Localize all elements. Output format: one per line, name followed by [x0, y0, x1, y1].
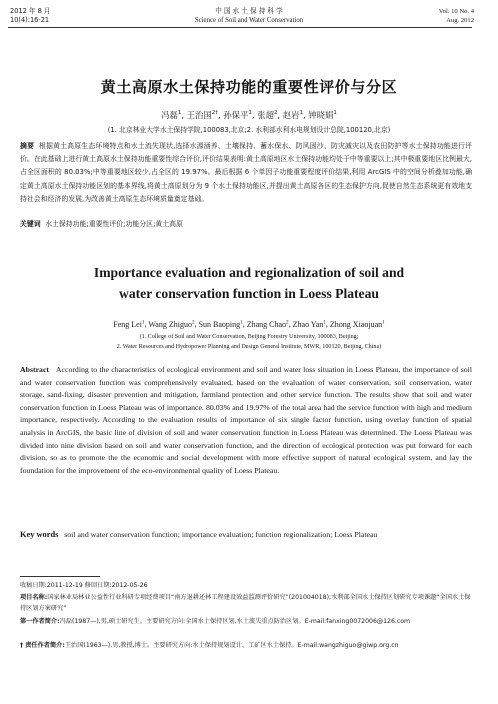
- header-journal-en: Science of Soil and Water Conservation: [194, 17, 304, 24]
- header-month-line: Aug. 2012: [446, 17, 474, 24]
- keywords-cn-text: 水土保持功能;重要性评价;功能分区;黄土高原: [45, 220, 183, 228]
- footnote-received: 收稿日期:2011-12-19 修回日期:2012-05-26: [20, 582, 148, 589]
- footnote-first-author: [20, 616, 476, 627]
- abstract-cn: [20, 140, 472, 206]
- header-volume-line: Vol. 10 No. 4: [438, 8, 474, 15]
- header-date-line: 2012 年 8 月: [10, 7, 51, 15]
- header-date: [10, 7, 50, 25]
- footnote-corresponding-label: † 责任作者简介:: [20, 642, 65, 649]
- keywords-en-label: Key words: [20, 530, 59, 539]
- abstract-cn-text: 根据黄土高原生态环境特点和水土流失现状,选择水源涵养、土壤保持、蓄水保水、防风固沙、防灾减灾以及农田防护等水土保持功能进行评价。在此基础上进行黄土高原水土保持功能重要性综合评价,评价结果表明:黄土高原地区水土保持功能均处于中等重要以上;其中极重要地区比例最大,占全区面积的 80.03%;中等重要地区较少,占全区的 19.97%。最后根据 6 个单因子功能重要程度评价结果,利用 ArcGIS 中的空间分析叠加功能,确定黄土高原水土保持功能区划的基本界线,将黄土高原划分为 9 个水土保持功能区,并提出黄土高原各区的生态保护方向,促使自然生态系统更有效地支持社会和经济的发展,为改善黄土高原生态环境质量奠定基础。: [20, 142, 473, 203]
- keywords-en-text: soil and water conservation function; importance evaluation; function regionalization; Loess Plateau: [64, 530, 378, 539]
- keywords-en: [20, 529, 472, 542]
- title-en: [0, 262, 498, 304]
- abstract-en-text: According to the characteristics of ecological environment and soil and water loss situation in Loess Plateau, the importance of soil and water conservation function was comprehensively evaluated, based on the evaluation of water conservation, soil conservation, water storage, sand-fixing, disaster prevention and mitigation, farmland protection and other service function. The results show that soil and water conservation function in Loess Plateau was of importance. 80.03% and 19.97% of the total area had the service function with high and medium importance, respectively. According to the evaluation results of importance of six single factor function, using overlay function of spatial analysis in ArcGIS, the basic line of division of soil and water conservation function in Loess Plateau was determined. The Loess Plateau was divided into nine division based on soil and water conservation function, and the direction of ecological protection was put forward for each division, so as to promote the the economic and social development with more effective support of natural ecological system, and lay the foundation for the improvement of the eco-environmental quality of Loess Plateau.: [20, 365, 472, 475]
- authors-cn: 冯磊$^1$, 王治国$^{2\dagger}$, 孙保平$^1$, 张超$^2$, 赵岩$^1$, 钟晓娟$^1$: [161, 110, 337, 120]
- abstract-en: [20, 364, 472, 477]
- author-en: Zhang Chao$^2$: [246, 319, 289, 329]
- author-cn: 孙保平$^1$: [223, 110, 252, 120]
- author-en: Zhao Yan$^1$: [292, 319, 326, 329]
- footnote-corresponding-text: 王治国(1963—),男,教授,博士。主要研究方向:水土保持规划设计、工矿区水土保持。E-mail:wangzhiguo@giwp.org.cn: [64, 642, 399, 649]
- affiliation-cn: (1. 北京林业大学水土保持学院,100083,北京;2. 水利部水利水电规划设计总院,100120,北京): [107, 126, 391, 134]
- keywords-cn-label: 关键词: [20, 220, 41, 228]
- header-journal: [120, 7, 378, 25]
- author-cn: 张超$^2$: [257, 110, 278, 120]
- abstract-cn-label: 摘要: [20, 142, 35, 150]
- title-en-line: water conservation function in Loess Plateau: [119, 286, 379, 301]
- authors-en: Feng Lei$^1$, Wang Zhiguo$^2$, Sun Baoping$^1$, Zhang Chao$^2$, Zhao Yan$^1$, Zhong Xiaojuan$^1$: [113, 319, 385, 329]
- author-cn: 赵岩$^1$: [282, 110, 303, 120]
- header-volume: [439, 7, 474, 25]
- header-rule: [8, 27, 472, 28]
- affiliation-en-1: (1. College of Soil and Water Conservation, Beijing Forestry University, 100083, Beijing;: [139, 334, 359, 340]
- author-cn: 冯磊$^1$: [161, 110, 182, 120]
- author-en: Sun Baoping$^1$: [198, 319, 243, 329]
- footnote-project-label: 项目名称:: [20, 594, 48, 601]
- footnote-first-author-text: 冯磊(1987—),男,硕士研究生。主要研究方向:全国水土保持区划,水土流失重点防治区划。E-mail:fanxing0072006@126.com: [59, 618, 411, 625]
- abstract-en-label: Abstract: [20, 365, 50, 374]
- footnote-project: [20, 592, 476, 614]
- title-cn: 黄土高原水土保持功能的重要性评价与分区: [100, 78, 398, 96]
- footnote-project-text: 国家林业局林业公益性行业科研专项经费项目“南方退耕还林工程建设效益监测评价研究”(201004018);水利部全国水土保持区划研究专项课题“全国水土保持区划方案研究”: [20, 594, 471, 612]
- author-en: Feng Lei$^1$: [113, 319, 145, 329]
- header-issue-line: 10(4):16-21: [10, 16, 50, 24]
- title-en-line: Importance evaluation and regionalization of soil and: [93, 265, 405, 280]
- affiliation-en-2: 2. Water Resources and Hydropower Planning and Design General Institute, MWR, 100120, Beijing, China): [116, 344, 382, 350]
- author-cn: 钟晓娟$^1$: [308, 110, 337, 120]
- author-en: Wang Zhiguo$^2$: [148, 319, 195, 329]
- author-cn: 王治国$^{2\dagger}$: [186, 110, 218, 120]
- footnote-rule: [20, 576, 100, 577]
- footnote-corresponding: [20, 640, 476, 651]
- footnote-first-author-label: 第一作者简介:: [20, 618, 60, 625]
- author-en: Zhong Xiaojuan$^1$: [329, 319, 385, 329]
- header-journal-cn: 中 国 水 土 保 持 科 学: [215, 7, 283, 15]
- keywords-cn: [20, 218, 472, 228]
